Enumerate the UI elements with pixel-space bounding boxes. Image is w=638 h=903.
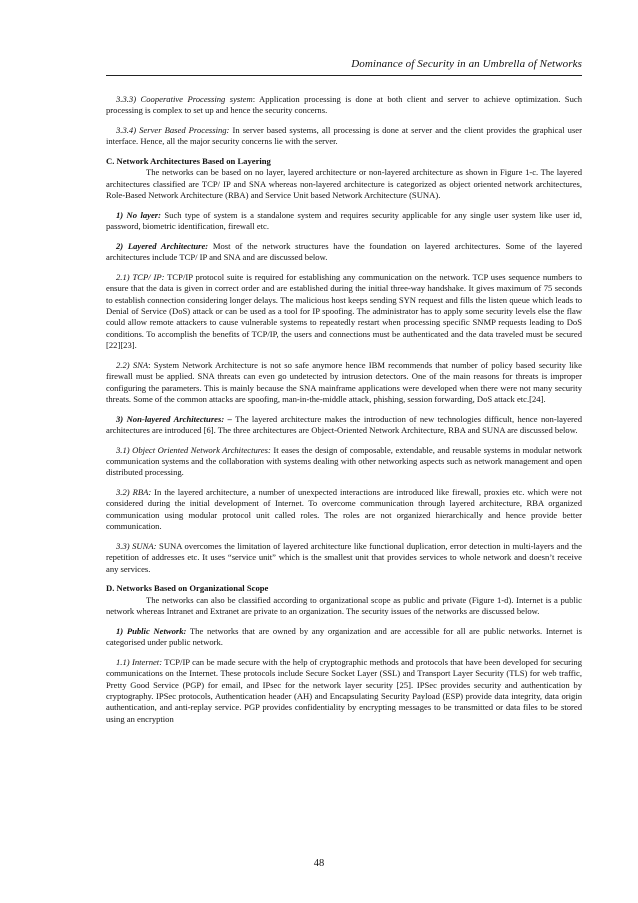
item-tcp-ip [106, 272, 582, 352]
item-lead: 1.1) Internet: [116, 656, 163, 667]
item-lead: 2.2) SNA [116, 359, 149, 370]
header-rule [106, 75, 582, 76]
item-lead: 2.1) TCP/ IP: [116, 271, 165, 282]
item-text: SUNA overcomes the limitation of layered architecture like functional duplication, error detection in multi-layers and the repetition of addresses etc. It uses “service unit” which is the smallest unit that provides services to whole network and doesn’t receive any services. [106, 540, 582, 574]
item-text: Most of the network structures have the foundation on layered architectures. Some of the layered architectures include TCP/ IP and SNA and are discussed below. [106, 240, 582, 263]
item-rba [106, 487, 582, 533]
paragraph-text: : Application processing is done at both client and server to achieve optimization. Such processing is complex to set up and hence the security concerns. [106, 94, 582, 116]
item-suna [106, 541, 582, 575]
paragraph-server-based-processing [106, 125, 582, 148]
item-text: : System Network Architecture is not so safe anymore hence IBM recommends that number of policy based security like firewall must be applied. SNA threats can even go undetected by intrusion detectors. One of the main reasons for threats is improper configuring the parameters. This is mainly because the SNA mainframe applications were developed when there were not many security threats. Some of the common attacks are spoofing, man-in-the-middle attack, phishing, session forwarding, DoS attack etc.[24]. [106, 359, 582, 405]
item-object-oriented [106, 445, 582, 479]
item-internet [106, 657, 582, 725]
item-public-network [106, 626, 582, 649]
paragraph-text: In server based systems, all processing is done at server and the client provides the graphical user interface. Hence, all the major security concerns lie with the server. [106, 125, 582, 147]
item-text: The networks that are owned by any organization and are accessible for all are public networks. Internet is categorised under public network. [106, 625, 582, 648]
item-text: In the layered architecture, a number of unexpected interactions are introduced like firewall, proxies etc. which were not considered during the initial development of Internet. To overcome communication through layered architecture, RBA organized communication using modular protocol unit called roles. The roles are not organized hierarchically and hence provide better communication. [106, 487, 582, 532]
item-text: The layered architecture makes the introduction of new technologies difficult, hence non-layered architectures are introduced [6]. The three architectures are Object-Oriented Network Architecture, RBA and SUNA are discussed below. [106, 413, 582, 436]
item-text: Such type of system is a standalone system and requires security applicable for any single user system like user id, password, biometric identification, firewall etc. [106, 209, 583, 232]
item-no-layer [106, 210, 582, 233]
paragraph-lead: 3.3.3) Cooperative Processing system [116, 94, 253, 104]
item-lead: 3) Non-layered Architectures: – [116, 413, 232, 424]
item-non-layered [106, 414, 582, 437]
item-lead: 3.1) Object Oriented Network Architectures: [116, 444, 271, 455]
item-lead: 3.2) RBA: [116, 487, 152, 498]
item-lead: 3.3) SUNA: [116, 540, 157, 551]
item-text: TCP/IP can be made secure with the help of cryptographic methods and protocols that have been developed for securing communications on the Internet. These protocols include Secure Socket Layer (SSL) and Transport Layer Security (TLS) for web traffic, Pretty Good Service (PGP) for email, and IPsec for the network layer security [25]. IPSec provides security and authentication by cryptography. IPSec protocols, Authentication header (AH) and Encapsulating Security Payload (ESP) provide data integrity, data origin authentication, and anti-replay service. PGP provides confidentiality by encrypting messages to be transmitted or data files to be stored using an encryption [106, 656, 582, 724]
item-text: TCP/IP protocol suite is required for establishing any communication on the network. TCP uses sequence numbers to ensure that the data is given in correct order and are established during the initial three-way handshake. It gives maximum of 75 seconds to establish connection considering longer delays. The malicious host keeps sending SYN request and fills the listen queue which leads to Denial of Service (DoS) attack or can be used as a tool for IP spoofing. The administrator has to apply some security levels else the flaw could allow remote attackers to cause vulnerable systems to repeatedly restart when processing specific SNMP requests leading to DoS conditions. To accomplish the benefits of TCP/IP, the users and connections must be authenticated and the data traveled must be secured [22][23]. [106, 271, 582, 351]
item-layered-architecture [106, 241, 582, 264]
body-text [106, 94, 582, 733]
item-sna [106, 360, 582, 406]
running-header: Dominance of Security in an Umbrella of Networks [351, 58, 582, 70]
section-title-c: C. Network Architectures Based on Layering [106, 156, 271, 166]
section-title-d: D. Networks Based on Organizational Scope [106, 583, 269, 594]
paragraph-lead: 3.3.4) Server Based Processing: [116, 125, 230, 135]
page-number: 48 [313, 858, 325, 869]
paragraph-cooperative-processing [106, 94, 582, 117]
item-text: It eases the design of composable, extendable, and reusable systems in modular network communication systems and the collaboration with systems dealing with other networking aspects such as network management and open distributed processing. [106, 444, 582, 478]
section-intro-c: The networks can be based on no layer, layered architecture or non-layered architecture as shown in Figure 1-c. The layered architectures classified are TCP/ IP and SNA whereas non-layered architecture is categorized as object oriented network architectures, Role-Based Network Architecture (RBA) and Service Unit based Network Architecture (SUNA). [106, 167, 582, 201]
item-lead: 1) Public Network: [116, 625, 187, 636]
section-intro-d: The networks can also be classified according to organizational scope as public and private (Figure 1-d). Internet is a public network whereas Intranet and Extranet are private to an organization. The security issues of the networks are discussed below. [106, 594, 582, 617]
item-lead: 1) No layer: [116, 209, 161, 220]
item-lead: 2) Layered Architecture: [116, 240, 209, 251]
